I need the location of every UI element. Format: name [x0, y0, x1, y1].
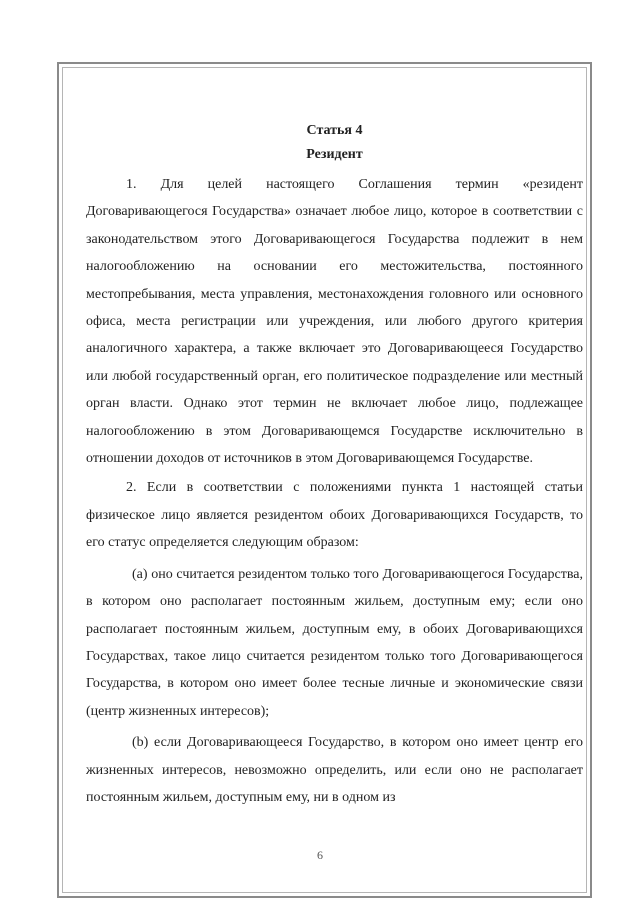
paragraph-1: 1. Для целей настоящего Соглашения термин «резидент Договаривающегося Государства» означает любое лицо, которое в соответствии с законодательством этого Договаривающегося Государства подлежит в нем налогообложению на основании его местожительства, постоянного местопребывания, места управления, местонахождения головного или основного офиса, места регистрации или учреждения, или любого другого критерия аналогичного характера, а также включает это Договаривающееся Государство или любой государственный орган, его политическое подразделение или местный орган власти. Однако этот термин не включает любое лицо, подлежащее налогообложению в этом Договаривающемся Государстве исключительно в отношении доходов от источников в этом Договаривающемся Государстве.: [86, 177, 583, 467]
subparagraph-b: (b) если Договаривающееся Государство, в котором оно имеет центр его жизненных интересов, невозможно определить, или если оно не располагает постоянным жильем, доступным ему, ни в одном из: [86, 735, 583, 805]
article-title: Резидент: [306, 147, 363, 162]
page-number: 6: [317, 848, 323, 862]
paragraph-2: 2. Если в соответствии с положениями пункта 1 настоящей статьи физическое лицо является резидентом обоих Договаривающихся Государств, то его статус определяется следующим образом:: [86, 480, 583, 551]
subparagraph-a: (a) оно считается резидентом только того Договаривающегося Государства, в котором оно располагает постоянным жильем, доступным ему; если оно располагает постоянным жильем, доступным ему, в обоих Договаривающихся Государствах, такое лицо считается резидентом только того Договаривающегося Государства, в котором оно имеет более тесные личные и экономические связи (центр жизненных интересов);: [86, 566, 583, 719]
document-body: [86, 119, 583, 811]
article-number: Статья 4: [306, 123, 363, 138]
